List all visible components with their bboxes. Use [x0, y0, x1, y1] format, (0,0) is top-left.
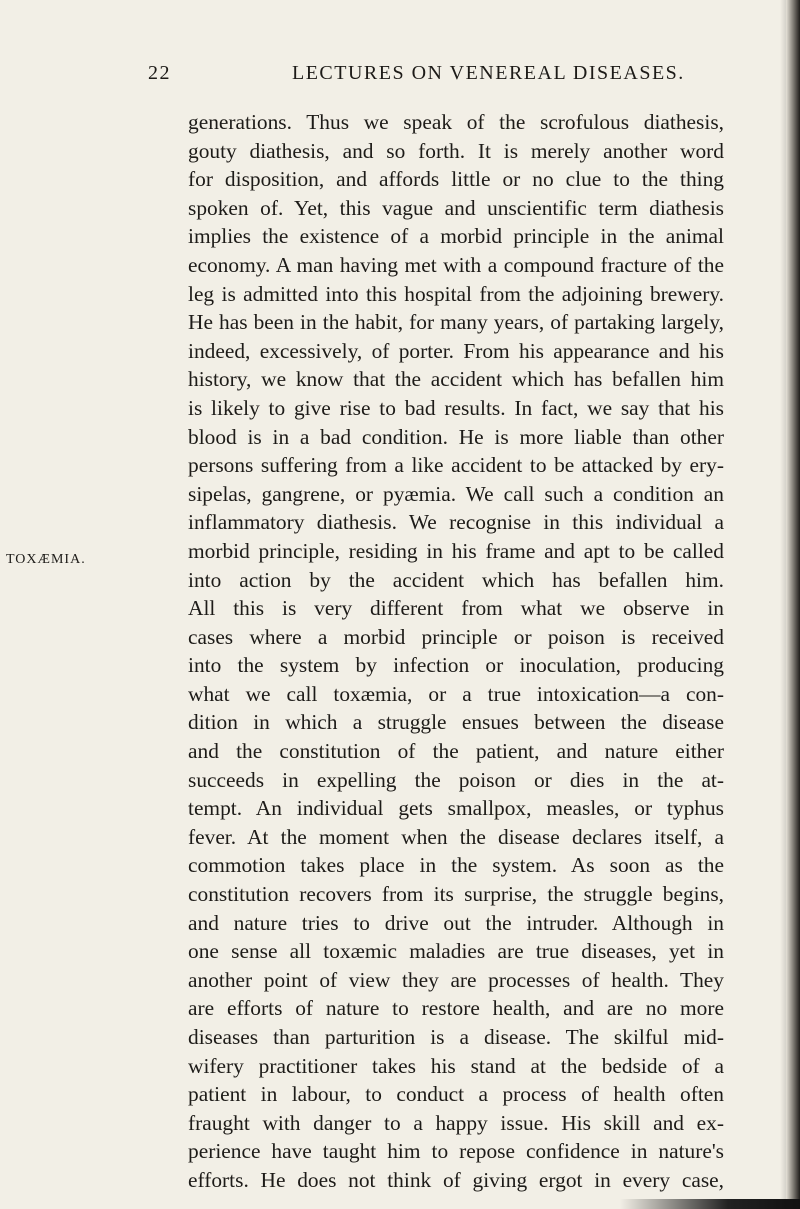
text-line: into the system by infection or inoculation, producing: [188, 653, 724, 678]
text-line: fraught with danger to a happy issue. His skill and ex-: [188, 1110, 724, 1135]
text-line: and the constitution of the patient, and nature either: [188, 739, 724, 764]
text-line: blood is in a bad condition. He is more liable than other: [188, 424, 724, 449]
text-line: constitution recovers from its surprise, the struggle begins,: [188, 882, 724, 907]
page-edge-gradient: [780, 0, 786, 1209]
text-line: persons suffering from a like accident to be attacked by ery-: [188, 453, 724, 478]
text-line: are efforts of nature to restore health, and are no more: [188, 996, 724, 1021]
text-line: economy. A man having met with a compound fracture of the: [188, 252, 724, 277]
text-line: All this is very different from what we observe in: [188, 596, 724, 621]
running-title: LECTURES ON VENEREAL DISEASES.: [292, 62, 685, 84]
text-line: sipelas, gangrene, or pyæmia. We call such a condition an: [188, 481, 724, 506]
text-line: diseases than parturition is a disease. The skilful mid-: [188, 1025, 724, 1049]
text-line: morbid principle, residing in his frame and apt to be called: [188, 538, 724, 563]
text-line: dition in which a struggle ensues between the disease: [188, 710, 724, 735]
bottom-edge-mark: [620, 1199, 800, 1209]
text-line: spoken of. Yet, this vague and unscientific term diathesis: [188, 195, 724, 220]
text-line: what we call toxæmia, or a true intoxication—a con-: [188, 681, 724, 706]
running-head: [148, 62, 728, 92]
text-line: leg is admitted into this hospital from the adjoining brewery.: [188, 281, 724, 306]
page-number: 22: [148, 62, 171, 84]
margin-note-toxaemia: TOXÆMIA.: [6, 552, 86, 567]
text-line: implies the existence of a morbid principle in the animal: [188, 224, 724, 249]
text-line: is likely to give rise to bad results. In fact, we say that his: [188, 395, 724, 420]
text-line: commotion takes place in the system. As soon as the: [188, 853, 724, 878]
body-text: [188, 108, 724, 1195]
text-line: fever. At the moment when the disease declares itself, a: [188, 824, 724, 849]
text-line: another point of view they are processes of health. They: [188, 967, 724, 992]
text-line: and nature tries to drive out the intruder. Although in: [188, 910, 724, 935]
text-line: wifery practitioner takes his stand at the bedside of a: [188, 1053, 724, 1078]
text-line: one sense all toxæmic maladies are true diseases, yet in: [188, 939, 724, 964]
text-line: into action by the accident which has befallen him.: [188, 567, 724, 592]
text-line: generations. Thus we speak of the scrofulous diathesis,: [188, 110, 724, 134]
text-line: tempt. An individual gets smallpox, measles, or typhus: [188, 796, 724, 821]
text-line: He has been in the habit, for many years, of partaking largely,: [188, 310, 724, 335]
page-edge-shadow: [786, 0, 800, 1209]
text-line: patient in labour, to conduct a process of health often: [188, 1082, 724, 1107]
text-line: succeeds in expelling the poison or dies in the at-: [188, 767, 724, 792]
text-line: perience have taught him to repose confidence in nature's: [188, 1139, 724, 1164]
text-line: indeed, excessively, of porter. From his appearance and his: [188, 338, 724, 363]
text-line: for disposition, and affords little or no clue to the thing: [188, 167, 724, 192]
text-line: cases where a morbid principle or poison is received: [188, 624, 724, 649]
text-line: history, we know that the accident which has befallen him: [188, 367, 724, 392]
text-line: inflammatory diathesis. We recognise in this individual a: [188, 510, 724, 535]
text-line: efforts. He does not think of giving ergot in every case,: [188, 1167, 724, 1192]
text-line: gouty diathesis, and so forth. It is merely another word: [188, 138, 724, 163]
